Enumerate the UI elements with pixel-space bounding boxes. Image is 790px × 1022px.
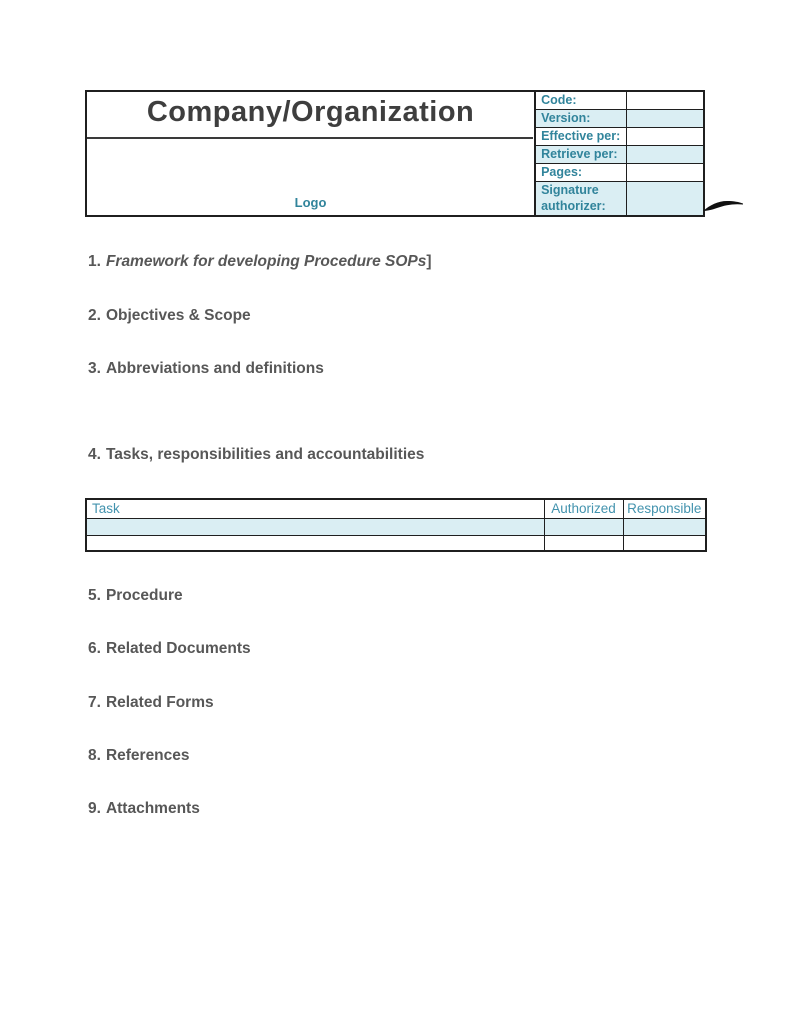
section-heading-framework: [88, 252, 432, 272]
meta-row-effective-per: [536, 128, 703, 146]
section-number: 8.: [88, 747, 101, 764]
section-title: Procedure: [105, 587, 183, 604]
section-title: References: [105, 747, 190, 764]
document-meta-table: [534, 92, 703, 215]
section-heading-procedure: [88, 586, 183, 606]
meta-label-signature-authorizer: Signature authorizer:: [536, 182, 627, 215]
section-number: 3.: [88, 360, 101, 377]
section-title: Objectives & Scope: [105, 307, 251, 324]
header-title-cell: [87, 92, 534, 215]
task-cell[interactable]: [86, 518, 544, 535]
responsible-cell[interactable]: [623, 535, 706, 551]
tasks-col-header-task: Task: [86, 499, 544, 518]
meta-value-code[interactable]: [627, 92, 703, 109]
meta-value-effective-per[interactable]: [627, 128, 703, 145]
section-number: 1.: [88, 253, 101, 270]
section-number: 5.: [88, 587, 101, 604]
authorized-cell[interactable]: [544, 535, 623, 551]
section-title: Tasks, responsibilities and accountabilities: [105, 446, 425, 463]
title-underline: [87, 137, 533, 139]
section-title: Related Forms: [105, 694, 214, 711]
task-cell[interactable]: [86, 535, 544, 551]
section-title: Abbreviations and definitions: [105, 360, 324, 377]
document-header: [85, 90, 705, 217]
meta-label-pages: Pages:: [536, 164, 627, 181]
tasks-table-header-row: [86, 499, 706, 518]
section-number: 4.: [88, 446, 101, 463]
meta-value-signature-authorizer[interactable]: [627, 182, 703, 215]
meta-value-version[interactable]: [627, 110, 703, 127]
meta-label-code: Code:: [536, 92, 627, 109]
authorized-cell[interactable]: [544, 518, 623, 535]
tasks-col-header-authorized: Authorized: [544, 499, 623, 518]
logo-placeholder: Logo: [294, 195, 327, 210]
company-title: Company/Organization: [146, 96, 475, 128]
section-suffix-bracket: ]: [426, 253, 432, 270]
section-number: 7.: [88, 694, 101, 711]
cursor-arrow-icon: [703, 196, 743, 214]
table-row: [86, 535, 706, 551]
meta-row-pages: [536, 164, 703, 182]
section-heading-related-forms: [88, 693, 214, 713]
section-heading-related-documents: [88, 639, 251, 659]
section-number: 2.: [88, 307, 101, 324]
section-heading-attachments: [88, 799, 200, 819]
section-heading-tasks-responsibilities: [88, 445, 424, 465]
meta-label-effective-per: Effective per:: [536, 128, 627, 145]
section-heading-objectives-scope: [88, 306, 251, 326]
meta-row-version: [536, 110, 703, 128]
responsible-cell[interactable]: [623, 518, 706, 535]
section-number: 6.: [88, 640, 101, 657]
section-heading-abbreviations: [88, 359, 324, 379]
meta-value-retrieve-per[interactable]: [627, 146, 703, 163]
tasks-col-header-responsible: Responsible: [623, 499, 706, 518]
meta-row-code: [536, 92, 703, 110]
section-number: 9.: [88, 800, 101, 817]
section-heading-references: [88, 746, 190, 766]
meta-label-retrieve-per: Retrieve per:: [536, 146, 627, 163]
meta-value-pages[interactable]: [627, 164, 703, 181]
section-title: Framework for developing Procedure SOPs: [105, 253, 427, 270]
tasks-table: [85, 498, 707, 552]
meta-row-signature-authorizer: [536, 182, 703, 215]
meta-row-retrieve-per: [536, 146, 703, 164]
meta-label-version: Version:: [536, 110, 627, 127]
section-title: Attachments: [105, 800, 200, 817]
table-row: [86, 518, 706, 535]
section-title: Related Documents: [105, 640, 251, 657]
